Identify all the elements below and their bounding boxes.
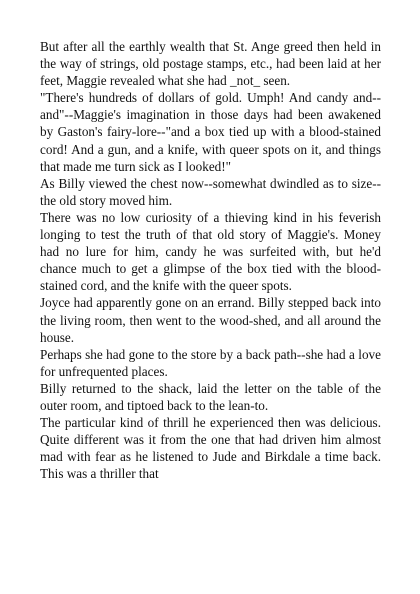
paragraph: "There's hundreds of dollars of gold. Umph! And candy and--and"--Maggie's imagination in those days had been awakened by Gaston's fairy-lore--"and a box tied up with a blood-stained cord! And a gun, and a knife, with queer spots on it, and things that made me turn sick as I looked!" [40, 90, 381, 174]
paragraph: Joyce had apparently gone on an errand. Billy stepped back into the living room, then went to the wood-shed, and all around the house. [40, 295, 381, 345]
paragraph: But after all the earthly wealth that St. Ange greed then held in the way of strings, old postage stamps, etc., had been laid at her feet, Maggie revealed what she had _not_ seen. [40, 39, 381, 89]
page-text [40, 38, 381, 482]
paragraph: Billy returned to the shack, laid the letter on the table of the outer room, and tiptoed back to the lean-to. [40, 380, 381, 413]
paragraph: There was no low curiosity of a thieving kind in his feverish longing to test the truth of that old story of Maggie's. Money had no lure for him, candy he was surfeited with, but he'd chance much to get a glimpse of the box tied with the blood-stained cord, and the knife with the queer spots. [40, 209, 381, 294]
paragraph: As Billy viewed the chest now--somewhat dwindled as to size--the old story moved him. [40, 175, 381, 208]
paragraph: Perhaps she had gone to the store by a back path--she had a love for unfrequented places. [40, 346, 381, 379]
paragraph: The particular kind of thrill he experienced then was delicious. Quite different was it from the one that had driven him almost mad with fear as he listened to Jude and Birkdale a time back. This was a thriller that [40, 415, 381, 482]
